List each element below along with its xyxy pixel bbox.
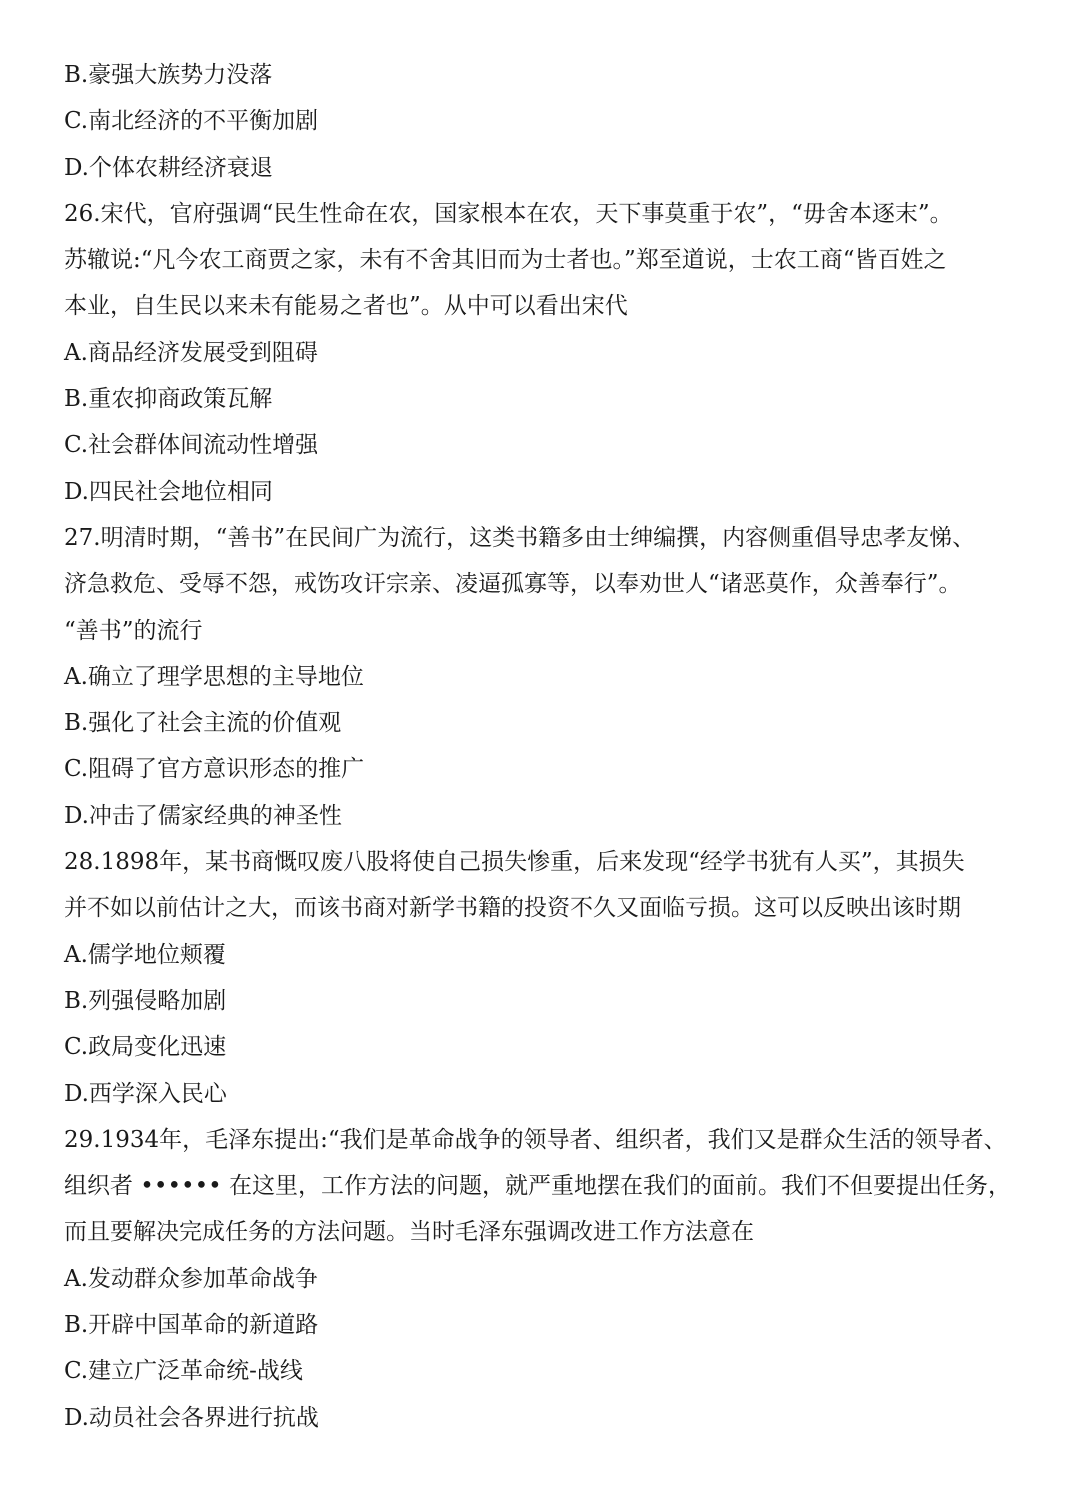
question-stem xyxy=(64,839,1026,932)
answer-option: A.商品经济发展受到阻碍 xyxy=(64,339,318,366)
question-stem-line: 而且要解决完成任务的方法问题。当时毛泽东强调改进工作方法意在 xyxy=(64,1219,754,1246)
answer-option: D.四民社会地位相同 xyxy=(64,478,273,505)
answer-option: B.豪强大族势力没落 xyxy=(64,62,273,88)
question-stem-line: 29.1934年，毛泽东提出:“我们是革命战争的领导者、组织者，我们又是群众生活的领导者、 xyxy=(64,1126,1007,1153)
answer-option: A.儒学地位颊覆 xyxy=(64,941,226,968)
answer-option: A.发动群众参加革命战争 xyxy=(64,1265,318,1292)
answer-option: C.阻碍了官方意识形态的推广 xyxy=(64,756,365,783)
question-stem-line: 28.1898年，某书商慨叹废八股将使自己损失惨重，后来发现“经学书犹有人买”，其损失 xyxy=(64,849,965,876)
answer-option: D.冲击了儒家经典的神圣性 xyxy=(64,802,342,829)
question-stem-line: 苏辙说:“凡今农工商贾之家，未有不舍其旧而为士者也。”郑至道说，士农工商“皆百姓之 xyxy=(64,247,947,274)
question-stem-line: 并不如以前估计之大，而该书商对新学书籍的投资不久又面临亏损。这可以反映出该时期 xyxy=(64,895,961,922)
question-stem xyxy=(64,515,1026,654)
answer-option: B.重农抑商政策瓦解 xyxy=(64,386,273,413)
answer-option: C.南北经济的不平衡加剧 xyxy=(64,108,319,135)
question-stem-line: 26.宋代，官府强调“民生性命在农，国家根本在农，天下事莫重于农”，“毋舍本逐末”。 xyxy=(64,200,953,227)
question-stem-line: 27.明清时期，“善书”在民间广为流行，这类书籍多由士绅编撰，内容侧重倡导忠孝友悌、 xyxy=(64,524,976,551)
answer-option: B.列强侵略加剧 xyxy=(64,987,227,1014)
answer-option: C.建立广泛革命统-战线 xyxy=(64,1358,303,1385)
answer-option: D.西学深入民心 xyxy=(64,1080,227,1107)
question-stem-line: 本业，自生民以来未有能易之者也”。从中可以看出宋代 xyxy=(64,293,628,320)
question-stem-line: 组织者 •••••• 在这里，工作方法的问题，就严重地摆在我们的面前。我们不但要提出任务， xyxy=(64,1173,1012,1200)
answer-option: C.社会群体间流动性增强 xyxy=(64,432,319,459)
answer-option: D.动员社会各界进行抗战 xyxy=(64,1404,319,1431)
answer-option: B.开辟中国革命的新道路 xyxy=(64,1312,319,1339)
question-stem-line: 济急救危、受辱不怨，戒饬攻讦宗亲、凌逼孤寡等，以奉劝世人“诸恶莫作，众善奉行”。 xyxy=(64,571,962,598)
question-stem xyxy=(64,191,1026,330)
answer-option: C.政局变化迅速 xyxy=(64,1034,227,1061)
question-stem xyxy=(64,1117,1026,1256)
answer-option: D.个体农耕经济衰退 xyxy=(64,154,273,181)
question-stem-line: “善书”的流行 xyxy=(64,617,203,644)
answer-option: B.强化了社会主流的价值观 xyxy=(64,710,342,737)
answer-option: A.确立了理学思想的主导地位 xyxy=(64,663,364,690)
question-list xyxy=(64,52,1026,1441)
